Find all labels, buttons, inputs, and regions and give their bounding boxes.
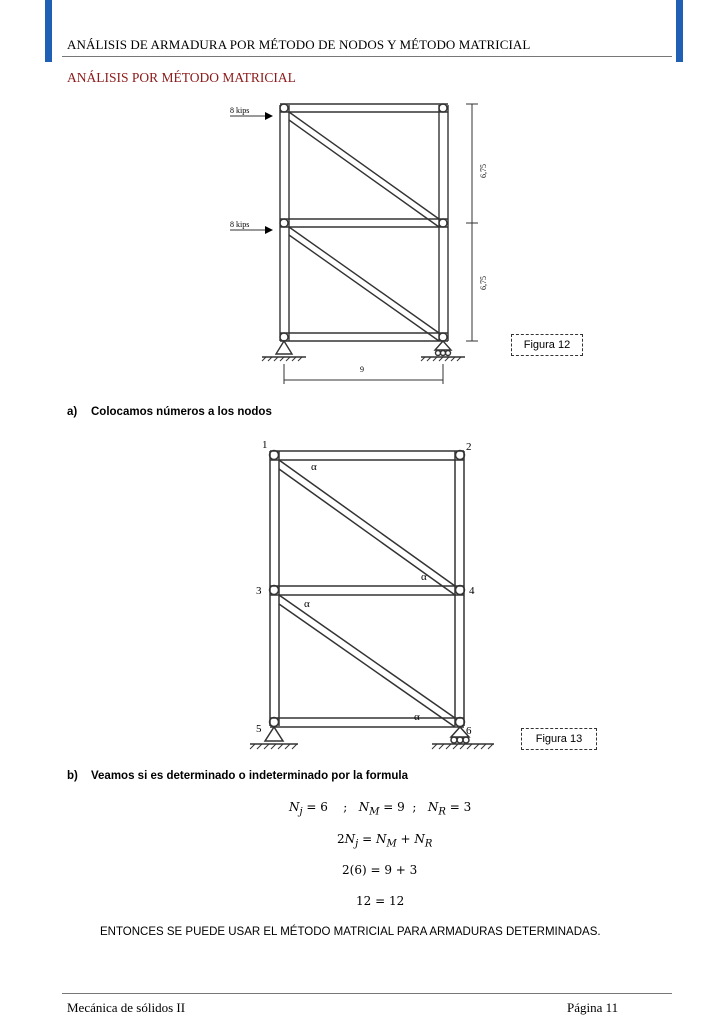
footer-divider: [62, 993, 672, 994]
section-title: ANÁLISIS POR MÉTODO MATRICIAL: [67, 70, 296, 85]
equation-formula: $2N_j = N_M + N_R$: [337, 832, 433, 850]
node-label-4: 4: [469, 585, 475, 597]
figure-13-truss: [236, 432, 526, 757]
step-a-text: Colocamos números a los nodos: [91, 406, 272, 418]
angle-alpha-top: α: [311, 461, 317, 473]
figure-12-truss: [210, 100, 510, 385]
eq-nm-value: 9: [397, 800, 405, 814]
load-label-top: 8 kips: [230, 106, 250, 115]
step-a: [67, 406, 272, 418]
node-label-1: 1: [262, 439, 268, 451]
dimension-lower-label: 6,75: [479, 276, 488, 290]
angle-alpha-upper-right: α: [421, 571, 427, 583]
step-a-label: a): [67, 406, 78, 418]
footer-page-number: Página 11: [567, 1000, 619, 1015]
eq-nj-value: 6: [320, 800, 328, 814]
figure-12-caption: Figura 12: [511, 334, 583, 356]
node-label-6: 6: [466, 725, 472, 737]
figure-13-caption: Figura 13: [521, 728, 597, 750]
node-label-5: 5: [256, 723, 262, 735]
equation-result: 12 = 12: [356, 894, 405, 908]
page-header-title: ANÁLISIS DE ARMADURA POR MÉTODO DE NODOS Y MÉTODO MATRICIAL: [67, 37, 531, 52]
equation-values: $N_j = 6$ ; $N_M = 9$ ; $N_R = 3$: [289, 800, 472, 818]
conclusion-text: ENTONCES SE PUEDE USAR EL MÉTODO MATRICIAL PARA ARMADURAS DETERMINADAS.: [100, 926, 601, 938]
angle-alpha-lower-right: α: [414, 711, 420, 723]
load-label-middle: 8 kips: [230, 220, 250, 229]
node-label-2: 2: [466, 441, 472, 453]
header-divider: [62, 56, 672, 57]
dimension-width-label: 9: [360, 365, 364, 374]
eq-nr-value: 3: [463, 800, 472, 814]
step-b-label: b): [67, 770, 78, 782]
equation-substitution: 2(6) = 9 + 3: [342, 863, 418, 877]
angle-alpha-middle: α: [304, 598, 310, 610]
header-accent-bar-left: [45, 0, 52, 62]
dimension-upper-label: 6,75: [479, 164, 488, 178]
node-label-3: 3: [256, 585, 262, 597]
header-accent-bar-right: [676, 0, 683, 62]
footer-course: Mecánica de sólidos II: [67, 1000, 186, 1015]
step-b: [67, 770, 408, 782]
step-b-text: Veamos si es determinado o indeterminado por la formula: [91, 770, 408, 782]
